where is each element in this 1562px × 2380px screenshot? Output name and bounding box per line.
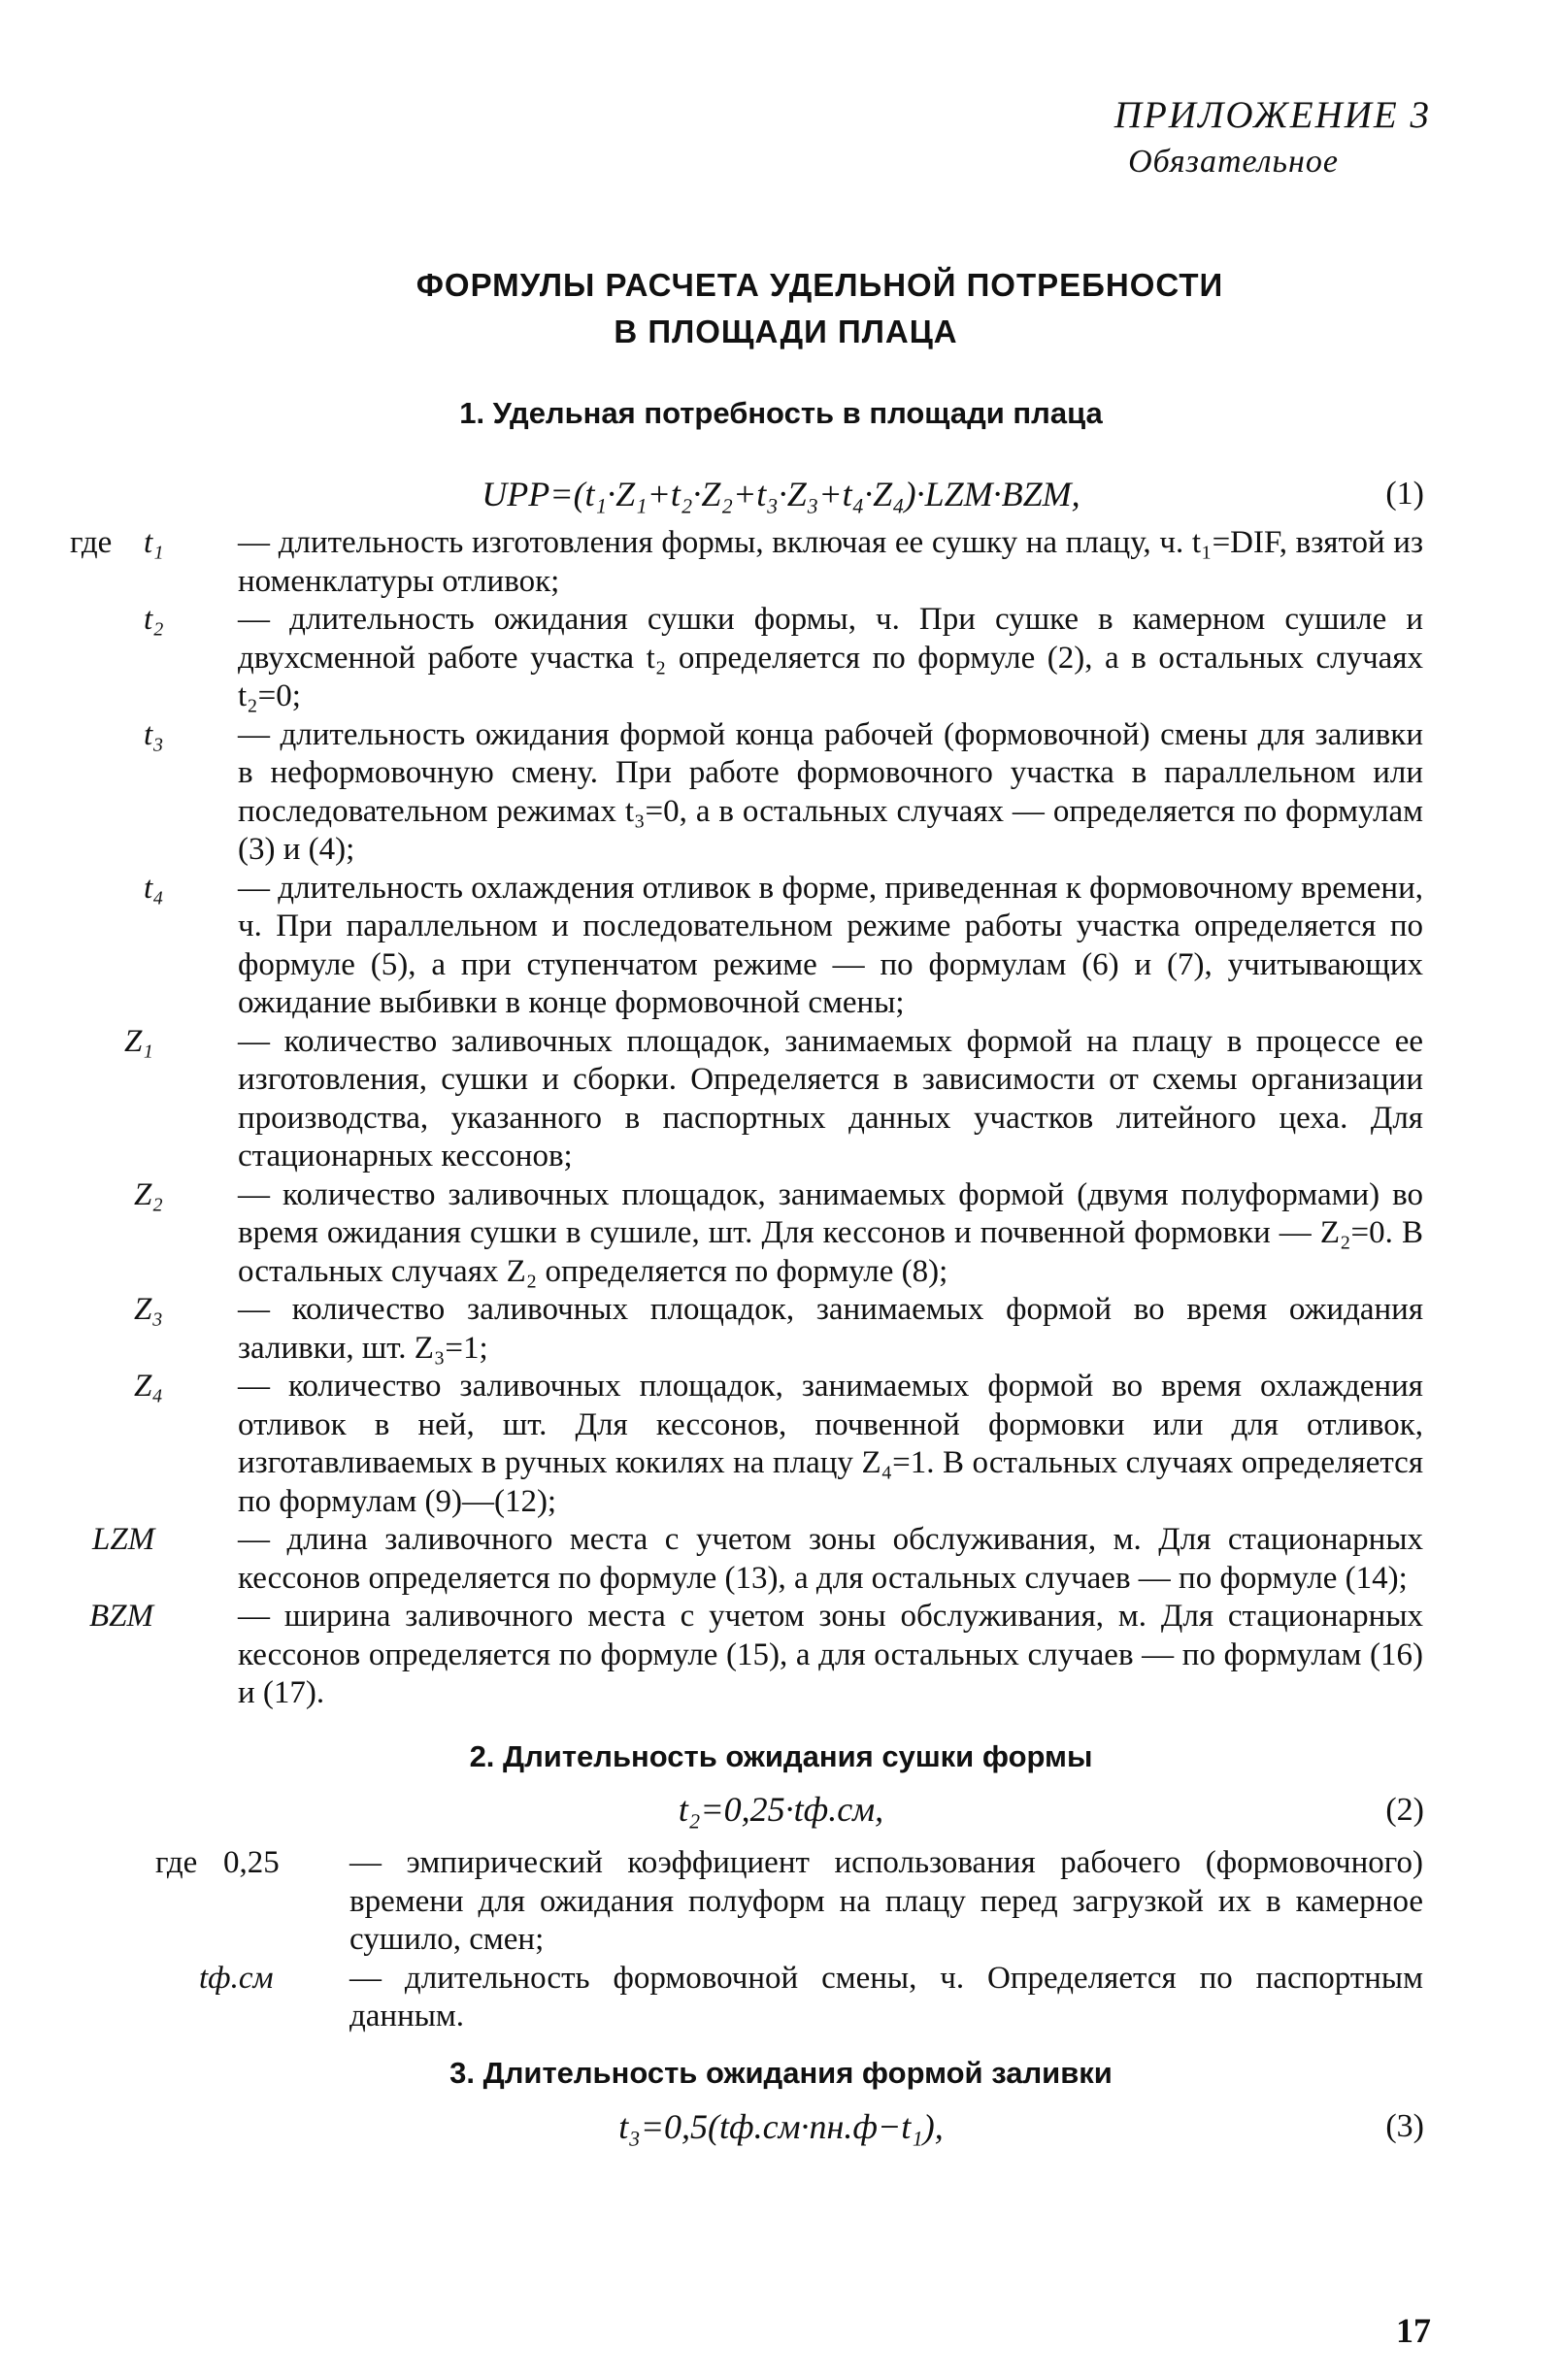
definition-prefix: где: [155, 1845, 198, 1880]
definition-prefix: где: [70, 525, 113, 560]
definition-term: Z₃: [134, 1292, 163, 1327]
definition-text: — количество заливочных площадок, занимаемых формой на плацу в процессе ее изготовления, сушки и сборки. Определяется в зависимости от схемы организации производства, указанного в паспортных данных участков литейного цеха. Для стационарных кессонов;: [238, 1023, 1423, 1173]
definition-text: — длительность изготовления формы, включая ее сушку на плацу, ч. t₁=DIF, взятой из номенклатуры отливок;: [238, 525, 1423, 599]
definition-t3: [0, 716, 1562, 870]
title-line-2: В ПЛОЩАДИ ПЛАЦА: [614, 314, 958, 349]
definition-text: — ширина заливочного места с учетом зоны обслуживания, м. Для стационарных кессонов определяется по формуле (15), а для остальных случаев — по формулам (16) и (17).: [238, 1599, 1423, 1710]
appendix-status: Обязательное: [1128, 144, 1339, 180]
definition-text: — длительность ожидания сушки формы, ч. При сушке в камерном сушиле и двухсменной работе участка t₂ определяется по формуле (2), а в остальных случаях t₂=0;: [238, 602, 1423, 713]
definition-z4: [0, 1368, 1562, 1521]
equation-number-2: (2): [1385, 1792, 1424, 1828]
formula-3: t₃=0,5(tф.см·nн.ф−t₁),: [618, 2107, 944, 2146]
equation-number-3: (3): [1385, 2108, 1424, 2144]
definition-term: LZM: [92, 1522, 155, 1557]
section-1-definitions: [0, 524, 1562, 1713]
definition-text: — длина заливочного места с учетом зоны обслуживания, м. Для стационарных кессонов определяется по формуле (13), а для остальных случаев — по формуле (14);: [238, 1522, 1423, 1596]
definition-text: — количество заливочных площадок, занимаемых формой (двумя полуформами) во время ожидания сушки в сушиле, шт. Для кессонов и почвенной формовки — Z₂=0. В остальных случаях Z₂ определяется по формуле (8);: [238, 1176, 1423, 1289]
definition-z2: [0, 1176, 1562, 1292]
definition-term: t₂: [144, 602, 164, 637]
definition-t1: [0, 524, 1562, 601]
definition-text: — длительность ожидания формой конца рабочей (формовочной) смены для заливки в неформовочную смену. При работе формовочного участка в параллельном или последовательном режимах t₃=0, а в остальных случаях — определяется по формулам (3) и (4);: [238, 716, 1423, 867]
definition-text: — эмпирический коэффициент использования рабочего (формовочного) времени для ожидания полуформ на плацу перед загрузкой их в камерное сушило, смен;: [349, 1845, 1423, 1957]
page-number: 17: [1396, 2311, 1431, 2350]
definition-lzm: [0, 1521, 1562, 1598]
appendix-label: ПРИЛОЖЕНИЕ 3: [1113, 94, 1431, 136]
definition-term: t₄: [144, 870, 164, 906]
equation-number-1: (1): [1385, 476, 1424, 512]
section-2-definitions: [0, 1844, 1562, 2036]
document-title: [0, 262, 1562, 355]
formula-1: UPP=(t₁·Z₁+t₂·Z₂+t₃·Z₃+t₄·Z₄)·LZM·BZM,: [482, 475, 1080, 513]
definition-term: BZM: [89, 1599, 153, 1634]
definition-term: Z₄: [134, 1369, 163, 1404]
definition-term: Z₁: [124, 1023, 153, 1059]
definition-term: t₃: [144, 716, 164, 752]
definition-t2: [0, 601, 1562, 716]
formula-2: t₂=0,25·tф.см,: [678, 1790, 884, 1829]
definition-term: tф.см: [199, 1960, 274, 1996]
definition-t4: [0, 870, 1562, 1023]
definition-text: — количество заливочных площадок, занимаемых формой во время ожидания заливки, шт. Z₃=1;: [238, 1292, 1423, 1366]
definition-text: — длительность охлаждения отливок в форме, приведенная к формовочному времени, ч. При параллельном и последовательном режиме работы участка определяется по формуле (5), а при ступенчатом режиме — по формулам (6) и (7), учитывающих ожидание выбивки в конце формовочной смены;: [238, 870, 1423, 1020]
definition-term: Z₂: [134, 1176, 163, 1212]
section-2-heading: 2. Длительность ожидания сушки формы: [469, 1739, 1093, 1773]
definition-coefficient: [0, 1844, 1562, 1960]
definition-z1: [0, 1023, 1562, 1176]
definition-term: t₁: [144, 525, 164, 560]
section-3-heading: 3. Длительность ожидания формой заливки: [449, 2056, 1113, 2090]
definition-z3: [0, 1291, 1562, 1368]
definition-text: — количество заливочных площадок, занимаемых формой во время охлаждения отливок в ней, шт. Для кессонов, почвенной формовки или для отливок, изготавливаемых в ручных кокилях на плацу Z₄=1. В остальных случаях определяется по формулам (9)—(12);: [238, 1369, 1423, 1519]
definition-term: 0,25: [223, 1845, 280, 1880]
title-line-1: ФОРМУЛЫ РАСЧЕТА УДЕЛЬНОЙ ПОТРЕБНОСТИ: [415, 267, 1224, 303]
section-1-heading: 1. Удельная потребность в площади плаца: [459, 396, 1103, 430]
definition-bzm: [0, 1598, 1562, 1713]
definition-text: — длительность формовочной смены, ч. Определяется по паспортным данным.: [349, 1960, 1423, 2033]
definition-shift-duration: [0, 1960, 1562, 2036]
